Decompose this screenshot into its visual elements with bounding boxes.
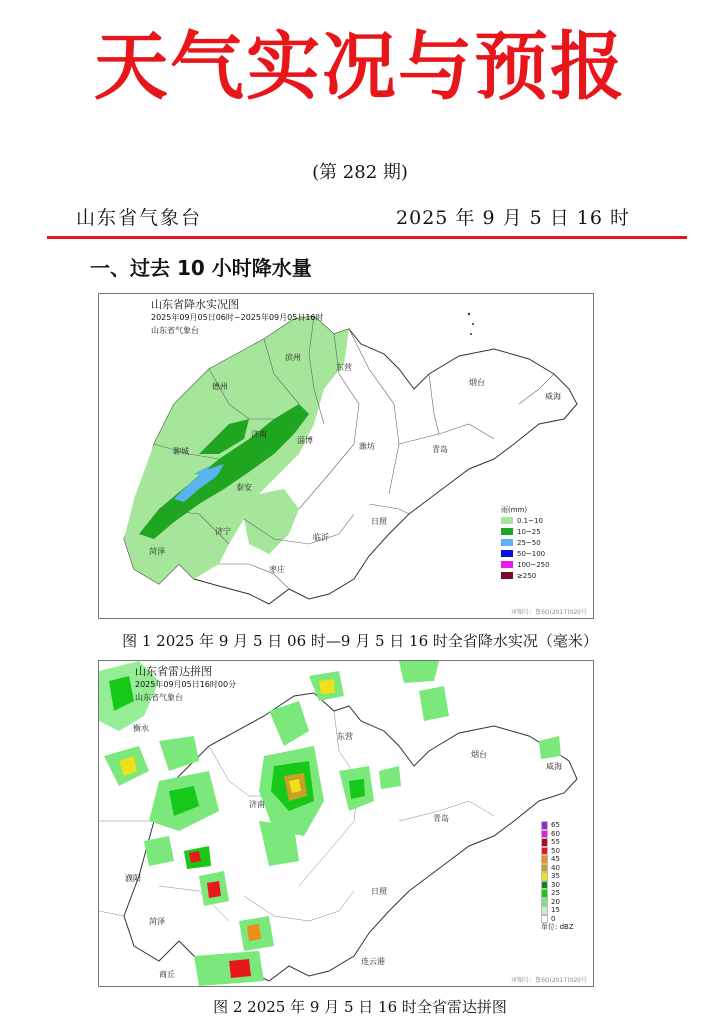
legend-entry: ≥250 [501, 570, 550, 581]
legend-swatch [541, 855, 548, 864]
legend-swatch [541, 821, 548, 830]
legend-swatch [501, 561, 513, 568]
radar-map-issuer: 山东省气象台 [135, 693, 183, 702]
legend-swatch [501, 517, 513, 524]
legend-entry: 20 [541, 898, 574, 907]
city-label: 菏泽 [149, 917, 165, 926]
city-label: 濮阳 [125, 874, 141, 883]
figure2-caption: 图 2 2025 年 9 月 5 日 16 时全省雷达拼图 [213, 998, 507, 1016]
precipitation-map-issuer: 山东省气象台 [151, 326, 199, 335]
legend-entry: 60 [541, 830, 574, 839]
city-label: 威海 [545, 392, 561, 401]
legend-swatch [501, 572, 513, 579]
legend-entry: 35 [541, 872, 574, 881]
precipitation-legend-title: 雨(mm) [501, 505, 528, 514]
legend-entry: 65 [541, 821, 574, 830]
radar-map [98, 660, 594, 987]
precipitation-map-header [151, 298, 324, 337]
legend-entry: 50~100 [501, 548, 550, 559]
city-label: 聊城 [173, 447, 189, 456]
issue-number: (第 282 期) [312, 162, 408, 183]
legend-swatch [541, 847, 548, 856]
map-approval-number: 审图号：鲁SG(2017)020号 [511, 609, 587, 616]
city-label: 济宁 [215, 527, 231, 536]
legend-entry: 45 [541, 855, 574, 864]
legend-entry: 25 [541, 889, 574, 898]
precipitation-map [98, 293, 594, 619]
radar-map-header [135, 665, 236, 704]
legend-swatch [501, 539, 513, 546]
city-label: 烟台 [471, 750, 487, 759]
legend-entry: 50 [541, 847, 574, 856]
legend-entry: 40 [541, 864, 574, 873]
legend-entry: 15 [541, 906, 574, 915]
city-label: 青岛 [433, 814, 449, 823]
legend-swatch [541, 889, 548, 898]
legend-swatch [541, 838, 548, 847]
city-label: 商丘 [159, 970, 175, 979]
city-label: 临沂 [313, 533, 329, 542]
city-label: 日照 [371, 887, 387, 896]
city-label: 菏泽 [149, 547, 165, 556]
legend-swatch [541, 872, 548, 881]
city-label: 衡水 [133, 724, 149, 733]
legend-swatch [501, 550, 513, 557]
city-label: 济南 [251, 430, 267, 439]
header-rule [47, 236, 687, 239]
legend-swatch [501, 528, 513, 535]
legend-entry: 30 [541, 881, 574, 890]
legend-entry: 0 [541, 915, 574, 924]
city-label: 日照 [371, 517, 387, 526]
city-label: 德州 [212, 382, 228, 391]
legend-swatch [541, 864, 548, 873]
radar-legend [541, 821, 574, 932]
city-label: 潍坊 [359, 442, 375, 451]
publisher: 山东省气象台 [76, 207, 203, 229]
legend-entry: 0.1~10 [501, 515, 550, 526]
city-label: 东营 [337, 732, 353, 741]
issue-time: 2025 年 9 月 5 日 16 时 [396, 207, 630, 229]
city-label: 滨州 [285, 353, 301, 362]
radar-map-graphic [99, 661, 593, 986]
legend-entry: 55 [541, 838, 574, 847]
radar-map-time: 2025年09月05日16时00分 [135, 680, 237, 689]
city-label: 枣庄 [269, 565, 285, 574]
city-label: 威海 [546, 762, 562, 771]
legend-entry: 100~250 [501, 559, 550, 570]
city-label: 济南 [249, 800, 265, 809]
legend-swatch [541, 881, 548, 890]
city-label: 东营 [336, 363, 352, 372]
precipitation-legend [501, 504, 550, 581]
section-heading: 一、过去 10 小时降水量 [90, 256, 312, 280]
radar-echoes [99, 661, 561, 986]
figure1-caption: 图 1 2025 年 9 月 5 日 06 时—9 月 5 日 16 时全省降水实况（毫米） [122, 632, 598, 650]
precipitation-map-title: 山东省降水实况图 [151, 298, 239, 311]
map-approval-number: 审图号：鲁SG(2017)020号 [511, 977, 587, 984]
city-label: 淄博 [297, 436, 313, 445]
legend-entry: 10~25 [501, 526, 550, 537]
city-label: 烟台 [469, 378, 485, 387]
city-label: 青岛 [432, 445, 448, 454]
legend-swatch [541, 898, 548, 907]
legend-swatch [541, 830, 548, 839]
legend-entry: 25~50 [501, 537, 550, 548]
precipitation-map-period: 2025年09月05日06时~2025年09月05日16时 [151, 313, 324, 322]
legend-swatch [541, 906, 548, 915]
city-label: 连云港 [361, 957, 385, 966]
masthead-title: 天气实况与预报 [94, 24, 626, 110]
radar-legend-unit: 单位: dBZ [541, 923, 574, 932]
radar-map-title: 山东省雷达拼图 [135, 665, 212, 678]
city-label: 泰安 [236, 483, 252, 492]
